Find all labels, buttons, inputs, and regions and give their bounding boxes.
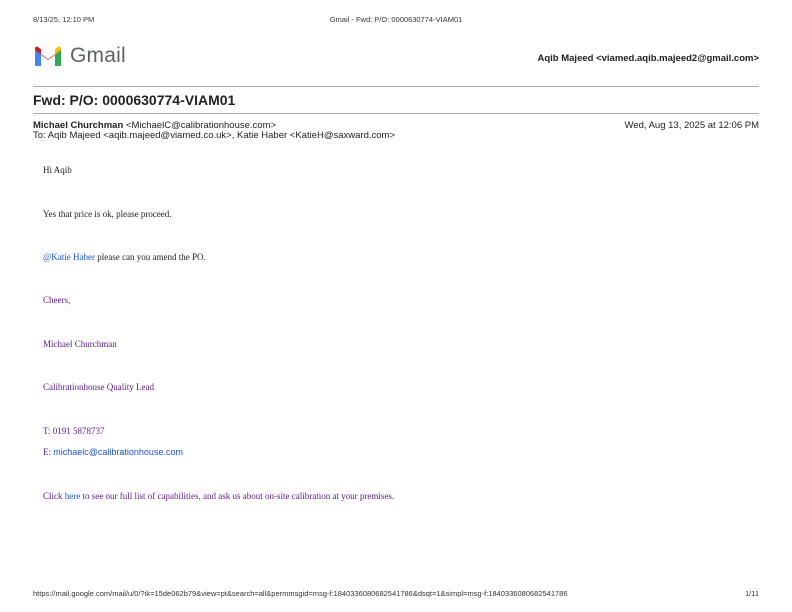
header-divider: [33, 86, 759, 87]
message-subject: Fwd: P/O: 0000630774-VIAM01: [33, 92, 236, 108]
signature-name: Michael Churchman: [43, 339, 117, 349]
body-line-mention: [43, 252, 206, 262]
gmail-wordmark: Gmail: [70, 44, 126, 67]
message-date: Wed, Aug 13, 2025 at 12:06 PM: [624, 120, 759, 131]
mention-text: please can you amend the PO.: [95, 252, 206, 262]
print-page-number: 1/11: [744, 589, 759, 598]
signature-title: Calibrationhouse Quality Lead: [43, 382, 154, 392]
signature-capabilities-line: [43, 491, 394, 501]
message-recipients: To: Aqib Majeed <aqib.majeed@viamed.co.uk>, Katie Haber <KatieH@saxward.com>: [33, 130, 396, 141]
body-line-approval: Yes that price is ok, please proceed.: [43, 209, 172, 219]
capabilities-link[interactable]: here: [64, 491, 81, 501]
gmail-logo-icon: [33, 45, 63, 68]
sender-email: <MichaelC@calibrationhouse.com>: [125, 120, 277, 131]
click-prefix: Click: [43, 491, 65, 501]
signature-email-link[interactable]: michaelc@calibrationhouse.com: [53, 447, 183, 457]
print-footer-url: https://mail.google.com/mail/u/0/?ik=15de062b79&view=pt&search=all&permmsgid=msg-f:1840336080682541786&dsqt=1&simpl=msg-f:1840336080682541786: [33, 589, 568, 598]
mention-link[interactable]: @Katie Haber: [43, 252, 96, 262]
sender-name: Michael Churchman: [33, 120, 124, 131]
signature-email-line: [43, 447, 183, 457]
signature-email-prefix: E:: [43, 447, 54, 457]
print-title: Gmail - Fwd: P/O: 0000630774-VIAM01: [329, 15, 463, 24]
gmail-logo[interactable]: [33, 44, 126, 68]
subject-divider: [33, 113, 759, 114]
click-rest: to see our full list of capabilities, and ask us about on-site calibration at your premises.: [80, 491, 395, 501]
signature-phone: T: 0191 5878737: [43, 426, 105, 436]
body-greeting: Hi Aqib: [43, 165, 72, 175]
body-signoff: Cheers,: [43, 295, 71, 305]
print-datetime: 8/13/25, 12:10 PM: [33, 15, 95, 24]
account-label: Aqib Majeed <viamed.aqib.majeed2@gmail.com>: [537, 53, 759, 64]
